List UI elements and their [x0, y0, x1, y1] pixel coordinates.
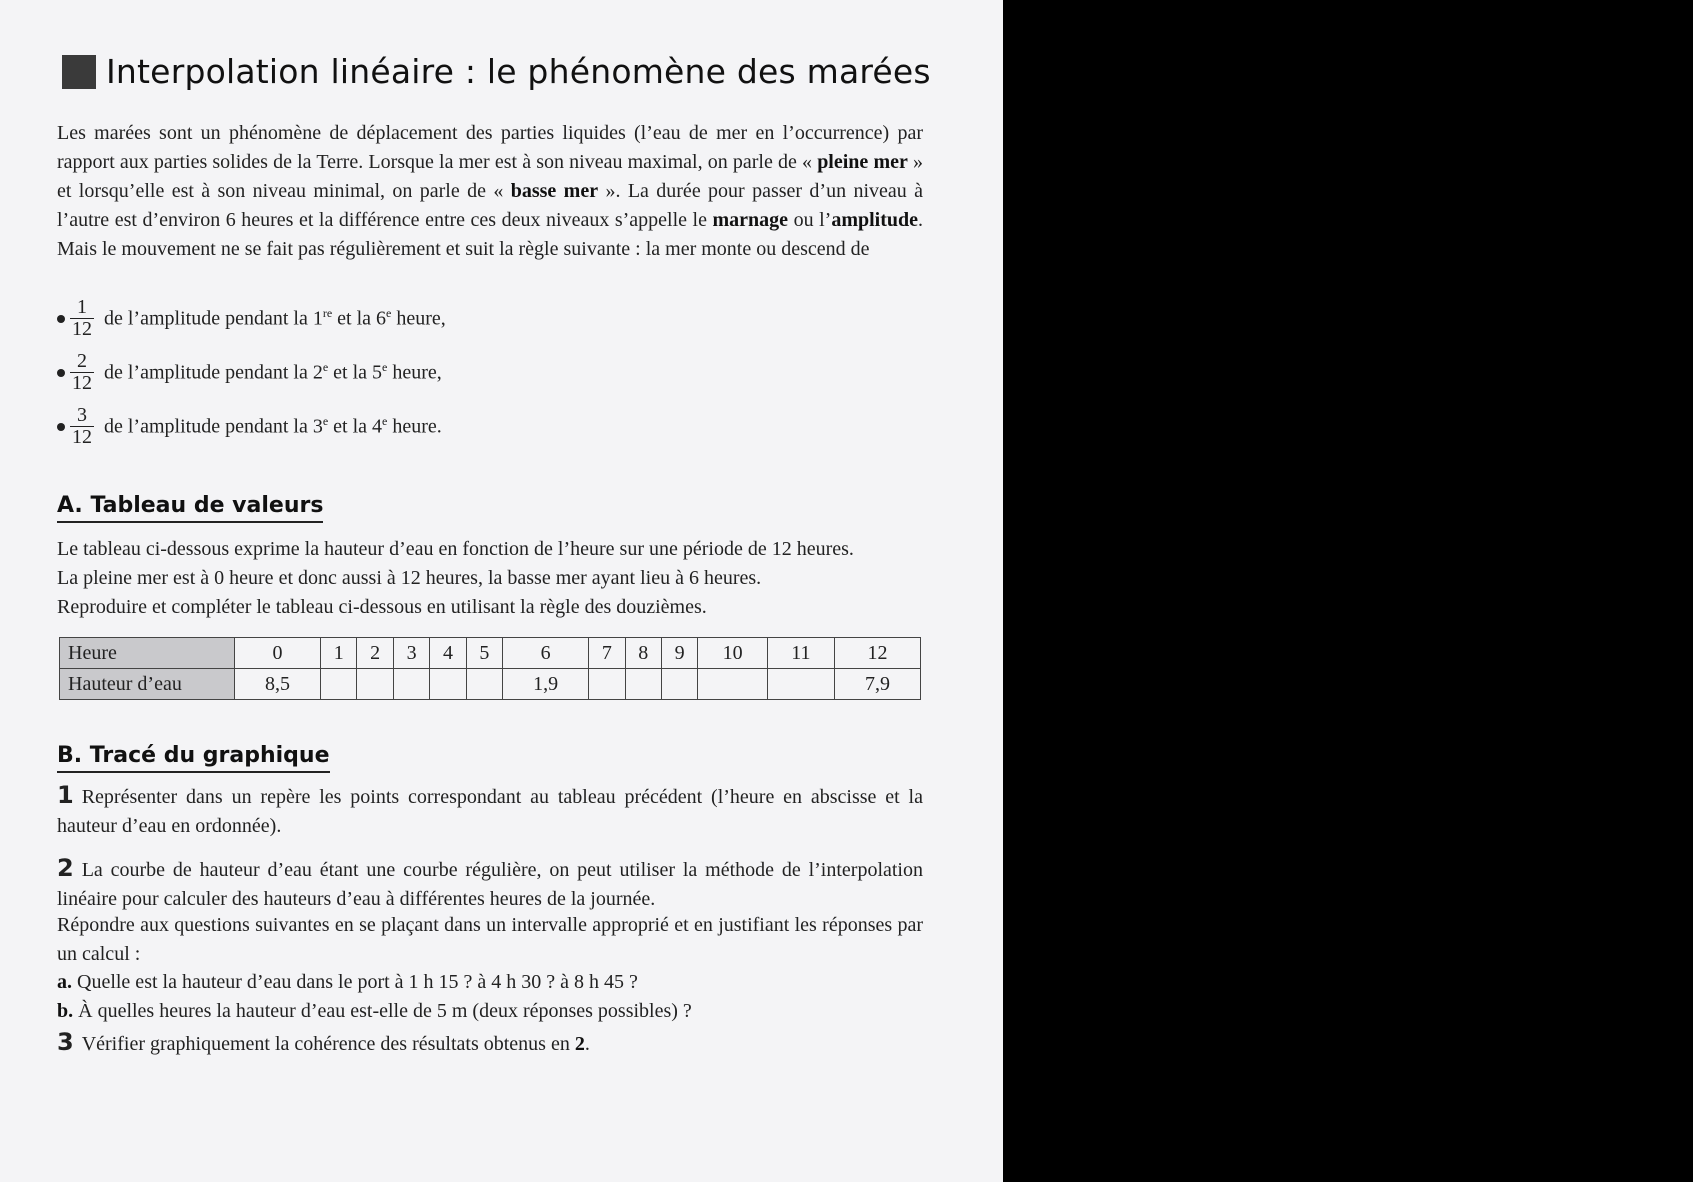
fraction [70, 351, 94, 394]
rule-text [104, 306, 446, 331]
intro-text-4: ou l’ [788, 209, 832, 231]
rule-sup-b: e [382, 414, 388, 429]
question-b [57, 997, 923, 1026]
row-header-hours: Heure [60, 638, 235, 669]
table-cell: 3 [393, 638, 429, 669]
table-cell: 12 [834, 638, 920, 669]
table-cell [430, 669, 466, 700]
fraction-numerator: 2 [77, 350, 87, 372]
table-cell: 1 [321, 638, 357, 669]
table-cell: 2 [357, 638, 393, 669]
table-cell [698, 669, 768, 700]
rule-text-a: de l’amplitude pendant la 1 [104, 307, 323, 330]
rule-text-c: heure, [387, 361, 442, 384]
fraction-denominator: 12 [72, 372, 92, 394]
rule-text-a: de l’amplitude pendant la 2 [104, 361, 323, 384]
value-table [59, 637, 921, 700]
row-header-heights: Hauteur d’eau [60, 669, 235, 700]
question-a [57, 968, 923, 997]
table-cell: 0 [235, 638, 321, 669]
table-cell: 6 [503, 638, 589, 669]
fraction-denominator: 12 [72, 318, 92, 340]
rule-text-b: et la 6 [332, 307, 387, 330]
table-cell [321, 669, 357, 700]
question-end: . [584, 1033, 590, 1055]
term-basse-mer: basse mer [510, 180, 599, 202]
fraction [70, 405, 94, 448]
question-2 [57, 854, 923, 914]
question-text: Représenter dans un repère les points correspondant au tableau précédent (l’heure en abscisse et la hauteur d’eau en ordonnée). [57, 786, 923, 837]
table-cell [767, 669, 834, 700]
page-title: Interpolation linéaire : le phénomène des marées [106, 52, 931, 91]
intro-text-3: ». La durée pour passer d’un niveau à l’autre est d’environ 6 heures et la différence entre ces deux niveaux s’appelle le [57, 180, 924, 231]
question-text: La courbe de hauteur d’eau étant une courbe régulière, on peut utiliser la méthode de l’interpolation linéaire pour calculer des hauteurs d’eau à différentes heures de la journée. [57, 859, 923, 910]
section-a-line: Le tableau ci-dessous exprime la hauteur d’eau en fonction de l’heure sur une période de 12 heures. [57, 538, 854, 560]
fraction [70, 297, 94, 340]
table-cell: 8 [625, 638, 661, 669]
question-reference: 2 [574, 1033, 585, 1055]
intro-text-1: Les marées sont un phénomène de déplacement des parties liquides (l’eau de mer en l’occurrence) par rapport aux parties solides de la Terre. Lorsque la mer est à son niveau maximal, on parle de « [57, 122, 923, 173]
table-cell [661, 669, 697, 700]
rule-sup-b: e [386, 306, 392, 321]
rule-item [57, 297, 446, 340]
table-cell [625, 669, 661, 700]
table-cell: 10 [698, 638, 768, 669]
bullet-icon [57, 423, 65, 431]
fraction-numerator: 3 [77, 404, 87, 426]
section-a-title: A. Tableau de valeurs [57, 493, 323, 523]
table-row-hours [60, 638, 921, 669]
table-cell: 1,9 [503, 669, 589, 700]
question-text: Quelle est la hauteur d’eau dans le port à 1 h 15 ? à 4 h 30 ? à 8 h 45 ? [72, 971, 638, 993]
fraction-denominator: 12 [72, 426, 92, 448]
fraction-numerator: 1 [77, 296, 87, 318]
title-square-icon [62, 55, 96, 89]
question-number: 3 [57, 1028, 74, 1056]
section-a-line: Reproduire et compléter le tableau ci-dessous en utilisant la règle des douzièmes. [57, 596, 707, 618]
intro-text-2: » et lorsqu’elle est à son niveau minimal, on parle de « [57, 151, 924, 202]
table-cell: 4 [430, 638, 466, 669]
table-cell: 7 [589, 638, 625, 669]
table-cell [393, 669, 429, 700]
term-pleine-mer: pleine mer [817, 151, 908, 173]
question-label: a. [57, 971, 72, 993]
table-cell [357, 669, 393, 700]
bullet-icon [57, 369, 65, 377]
rule-item [57, 405, 442, 448]
table-cell [589, 669, 625, 700]
intro-paragraph [57, 119, 923, 264]
rule-text-a: de l’amplitude pendant la 3 [104, 415, 323, 438]
rule-sup-a: e [322, 414, 329, 429]
table-cell [466, 669, 502, 700]
term-marnage: marnage [712, 209, 789, 231]
rule-sup-a: re [322, 306, 333, 321]
question-text: À quelles heures la hauteur d’eau est-elle de 5 m (deux réponses possibles) ? [73, 1000, 692, 1022]
question-number: 2 [57, 854, 74, 882]
table-row-heights [60, 669, 921, 700]
question-label: b. [57, 1000, 74, 1022]
rule-item [57, 351, 442, 394]
table-cell: 7,9 [834, 669, 920, 700]
table-cell: 8,5 [235, 669, 321, 700]
rule-sup-b: e [382, 360, 388, 375]
bullet-icon [57, 315, 65, 323]
rule-text-c: heure. [387, 415, 442, 438]
rule-text-c: heure, [391, 307, 446, 330]
table-cell: 5 [466, 638, 502, 669]
rule-sup-a: e [322, 360, 329, 375]
rule-text [104, 414, 442, 439]
section-a-line: La pleine mer est à 0 heure et donc aussi à 12 heures, la basse mer ayant lieu à 6 heures. [57, 567, 762, 589]
question-1 [57, 781, 923, 841]
rule-text [104, 360, 442, 385]
table-cell: 11 [767, 638, 834, 669]
intro-text-5: . Mais le mouvement ne se fait pas régulièrement et suit la règle suivante : la mer monte ou descend de [57, 209, 923, 260]
question-2-instructions: Répondre aux questions suivantes en se plaçant dans un intervalle approprié et en justifiant les réponses par un calcul : [57, 914, 923, 965]
rule-text-b: et la 4 [328, 415, 383, 438]
question-3 [57, 1028, 923, 1059]
rule-text-b: et la 5 [328, 361, 383, 384]
term-amplitude: amplitude [831, 209, 918, 231]
title-row [62, 52, 931, 91]
section-a-text [57, 535, 923, 622]
section-b-title: B. Tracé du graphique [57, 743, 330, 773]
question-number: 1 [57, 781, 74, 809]
question-text: Vérifier graphiquement la cohérence des résultats obtenus en [81, 1033, 575, 1055]
table-cell: 9 [661, 638, 697, 669]
